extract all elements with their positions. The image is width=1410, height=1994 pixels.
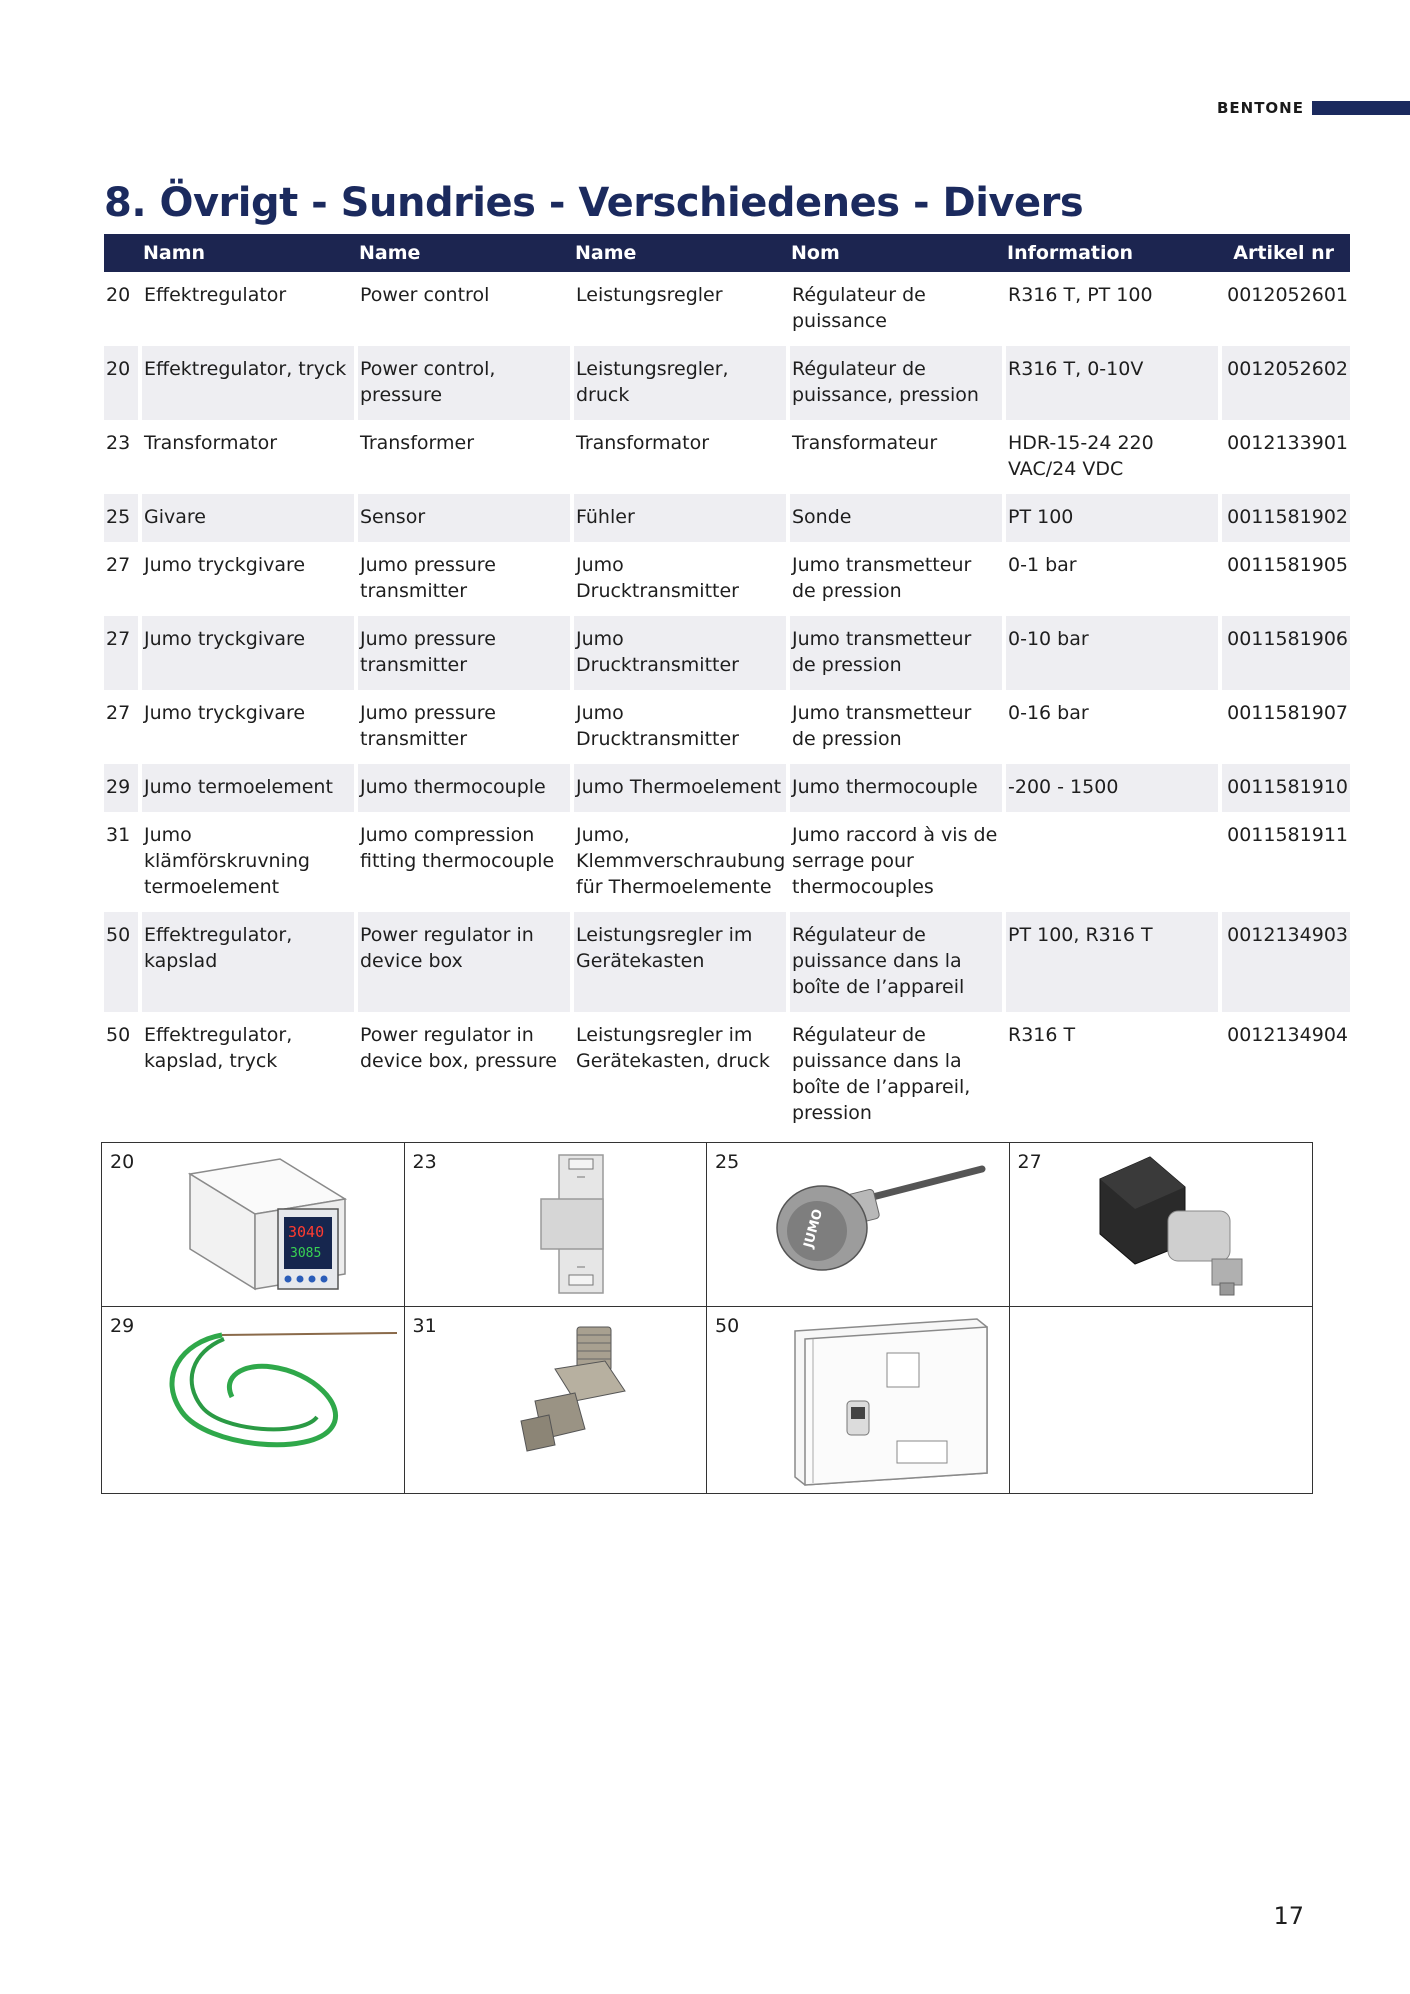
column-header-name-de [570,234,786,272]
cell-nom: Sonde [786,494,1002,542]
cell-nom: Jumo raccord à vis de serrage pour thermocouples [786,812,1002,912]
photo-cell [707,1143,1010,1307]
column-header-label: Name [575,242,637,264]
column-header-label: Nom [791,242,840,264]
cell-information: R316 T, 0-10V [1002,346,1218,420]
row-number: 23 [106,432,131,454]
cell-namn: Jumo tryckgivare [138,616,354,690]
cell-namn: Effektregulator, kapslad [138,912,354,1012]
column-header-label: Information [1007,242,1134,264]
table-row [104,912,1350,1012]
row-number: 27 [106,554,131,576]
cell-namn: Jumo klämförskruvning termoelement [138,812,354,912]
cell-name-de: Leistungsregler [570,272,786,346]
cell-name-de: Jumo, Klemmverschraubung für Thermoelemente [570,812,786,912]
cell-information: 0-10 bar [1002,616,1218,690]
cell-information: -200 - 1500 [1002,764,1218,812]
cell-name-de: Leistungsregler im Gerätekasten, druck [570,1012,786,1138]
row-number: 27 [106,702,131,724]
cell-artikel-nr: 0012052601 [1218,272,1350,346]
compression-fitting-icon [515,1321,655,1471]
row-number: 20 [106,284,131,306]
cell-artikel-nr: 0011581910 [1218,764,1350,812]
column-header-label: Namn [143,242,206,264]
cell-nom: Régulateur de puissance dans la boîte de l’appareil, pression [786,1012,1002,1138]
photo-label: 20 [110,1151,135,1173]
cell-namn: Effektregulator, tryck [138,346,354,420]
cell-artikel-nr: 0011581906 [1218,616,1350,690]
thermocouple-cable-icon [162,1317,402,1467]
din-rail-transformer-icon [521,1149,641,1299]
page-title: 8. Övrigt - Sundries - Verschiedenes - Divers [104,180,1084,226]
column-header-number [104,234,138,272]
cell-name-en: Transformer [354,420,570,494]
cell-name-de: Fühler [570,494,786,542]
table-row [104,494,1350,542]
table-row [104,764,1350,812]
cell-artikel-nr: 0012052602 [1218,346,1350,420]
cell-artikel-nr: 0012133901 [1218,420,1350,494]
table-row [104,420,1350,494]
row-number: 25 [104,494,138,542]
cell-artikel-nr: 0011581905 [1218,542,1350,616]
cell-name-en: Power regulator in device box [354,912,570,1012]
cell-name-en: Jumo pressure transmitter [354,542,570,616]
row-number: 27 [104,616,138,690]
cell-information: 0-16 bar [1002,690,1218,764]
cell-information [1002,812,1218,912]
cell-name-en: Power regulator in device box, pressure [354,1012,570,1138]
parts-table [104,234,1350,1138]
cell-name-en: Jumo pressure transmitter [354,616,570,690]
cell-information: 0-1 bar [1002,542,1218,616]
cell-information: R316 T [1002,1012,1218,1138]
photo-label: 31 [412,1315,437,1337]
table-row [104,1012,1350,1138]
cell-name-en: Jumo pressure transmitter [354,690,570,764]
brand-name: BENTONE [1216,99,1304,117]
cell-name-de: Leistungsregler im Gerätekasten [570,912,786,1012]
cell-namn: Jumo tryckgivare [138,690,354,764]
photo-label: 27 [1017,1151,1042,1173]
cell-namn: Jumo termoelement [138,764,354,812]
display-bottom-value: 3085 [290,1246,322,1261]
cell-name-de: Transformator [570,420,786,494]
cell-information: HDR-15-24 220 VAC/24 VDC [1002,420,1218,494]
sensor-probe-icon [767,1153,987,1293]
column-header-information [1002,234,1218,272]
cell-nom: Transformateur [786,420,1002,494]
photo-cell [405,1143,708,1307]
cell-artikel-nr: 0012134904 [1218,1012,1350,1138]
column-header-label: Name [359,242,421,264]
column-header-namn [138,234,354,272]
cell-name-de: Jumo Drucktransmitter [570,690,786,764]
cell-name-de: Leistungsregler, druck [570,346,786,420]
photo-cell [102,1143,405,1307]
brand-header [1217,100,1410,116]
cell-name-en: Power control [354,272,570,346]
photo-label: 25 [715,1151,740,1173]
photo-cell [405,1307,708,1493]
device-box-icon [787,1311,997,1491]
cell-information: PT 100, R316 T [1002,912,1218,1012]
table-row [104,272,1350,346]
cell-name-en: Jumo compression fitting thermocouple [354,812,570,912]
table-row [104,690,1350,764]
table-row [104,616,1350,690]
cell-nom: Régulateur de puissance, pression [786,346,1002,420]
cell-information: PT 100 [1002,494,1218,542]
cell-namn: Effektregulator, kapslad, tryck [138,1012,354,1138]
cell-nom: Jumo transmetteur de pression [786,690,1002,764]
column-header-nom [786,234,1002,272]
cell-name-de: Jumo Thermoelement [570,764,786,812]
cell-nom: Jumo thermocouple [786,764,1002,812]
photo-cell-empty [1010,1307,1313,1493]
cell-artikel-nr: 0012134903 [1218,912,1350,1012]
pressure-transmitter-icon [1080,1149,1280,1299]
photo-cell [1010,1143,1313,1307]
controller-unit-icon [180,1149,380,1299]
cell-name-en: Sensor [354,494,570,542]
cell-nom: Jumo transmetteur de pression [786,542,1002,616]
cell-namn: Givare [138,494,354,542]
photo-label: 23 [412,1151,437,1173]
row-number: 31 [106,824,131,846]
cell-name-en: Power control, pressure [354,346,570,420]
cell-artikel-nr: 0011581902 [1218,494,1350,542]
cell-name-de: Jumo Drucktransmitter [570,542,786,616]
column-header-name-en [354,234,570,272]
cell-artikel-nr: 0011581911 [1218,812,1350,912]
cell-nom: Jumo transmetteur de pression [786,616,1002,690]
row-number: 50 [104,912,138,1012]
brand-mark: JUMO [801,1207,827,1250]
photo-cell [707,1307,1010,1493]
cell-artikel-nr: 0011581907 [1218,690,1350,764]
table-row [104,346,1350,420]
cell-nom: Régulateur de puissance dans la boîte de l’appareil [786,912,1002,1012]
cell-namn: Jumo tryckgivare [138,542,354,616]
cell-nom: Régulateur de puissance [786,272,1002,346]
display-top-value: 3040 [288,1223,325,1241]
brand-bar [1312,101,1410,115]
row-number: 29 [104,764,138,812]
cell-namn: Transformator [138,420,354,494]
row-number: 50 [106,1024,131,1046]
product-photo-grid [101,1142,1313,1494]
photo-cell [102,1307,405,1493]
row-number: 20 [104,346,138,420]
cell-name-en: Jumo thermocouple [354,764,570,812]
table-row [104,812,1350,912]
cell-namn: Effektregulator [138,272,354,346]
column-header-artikel-nr: Artikel nr [1218,234,1350,272]
page-number: 17 [1273,1902,1304,1930]
table-header-row [104,234,1350,272]
photo-label: 29 [110,1315,135,1337]
cell-information: R316 T, PT 100 [1002,272,1218,346]
cell-name-de: Jumo Drucktransmitter [570,616,786,690]
table-row [104,542,1350,616]
photo-label: 50 [715,1315,740,1337]
